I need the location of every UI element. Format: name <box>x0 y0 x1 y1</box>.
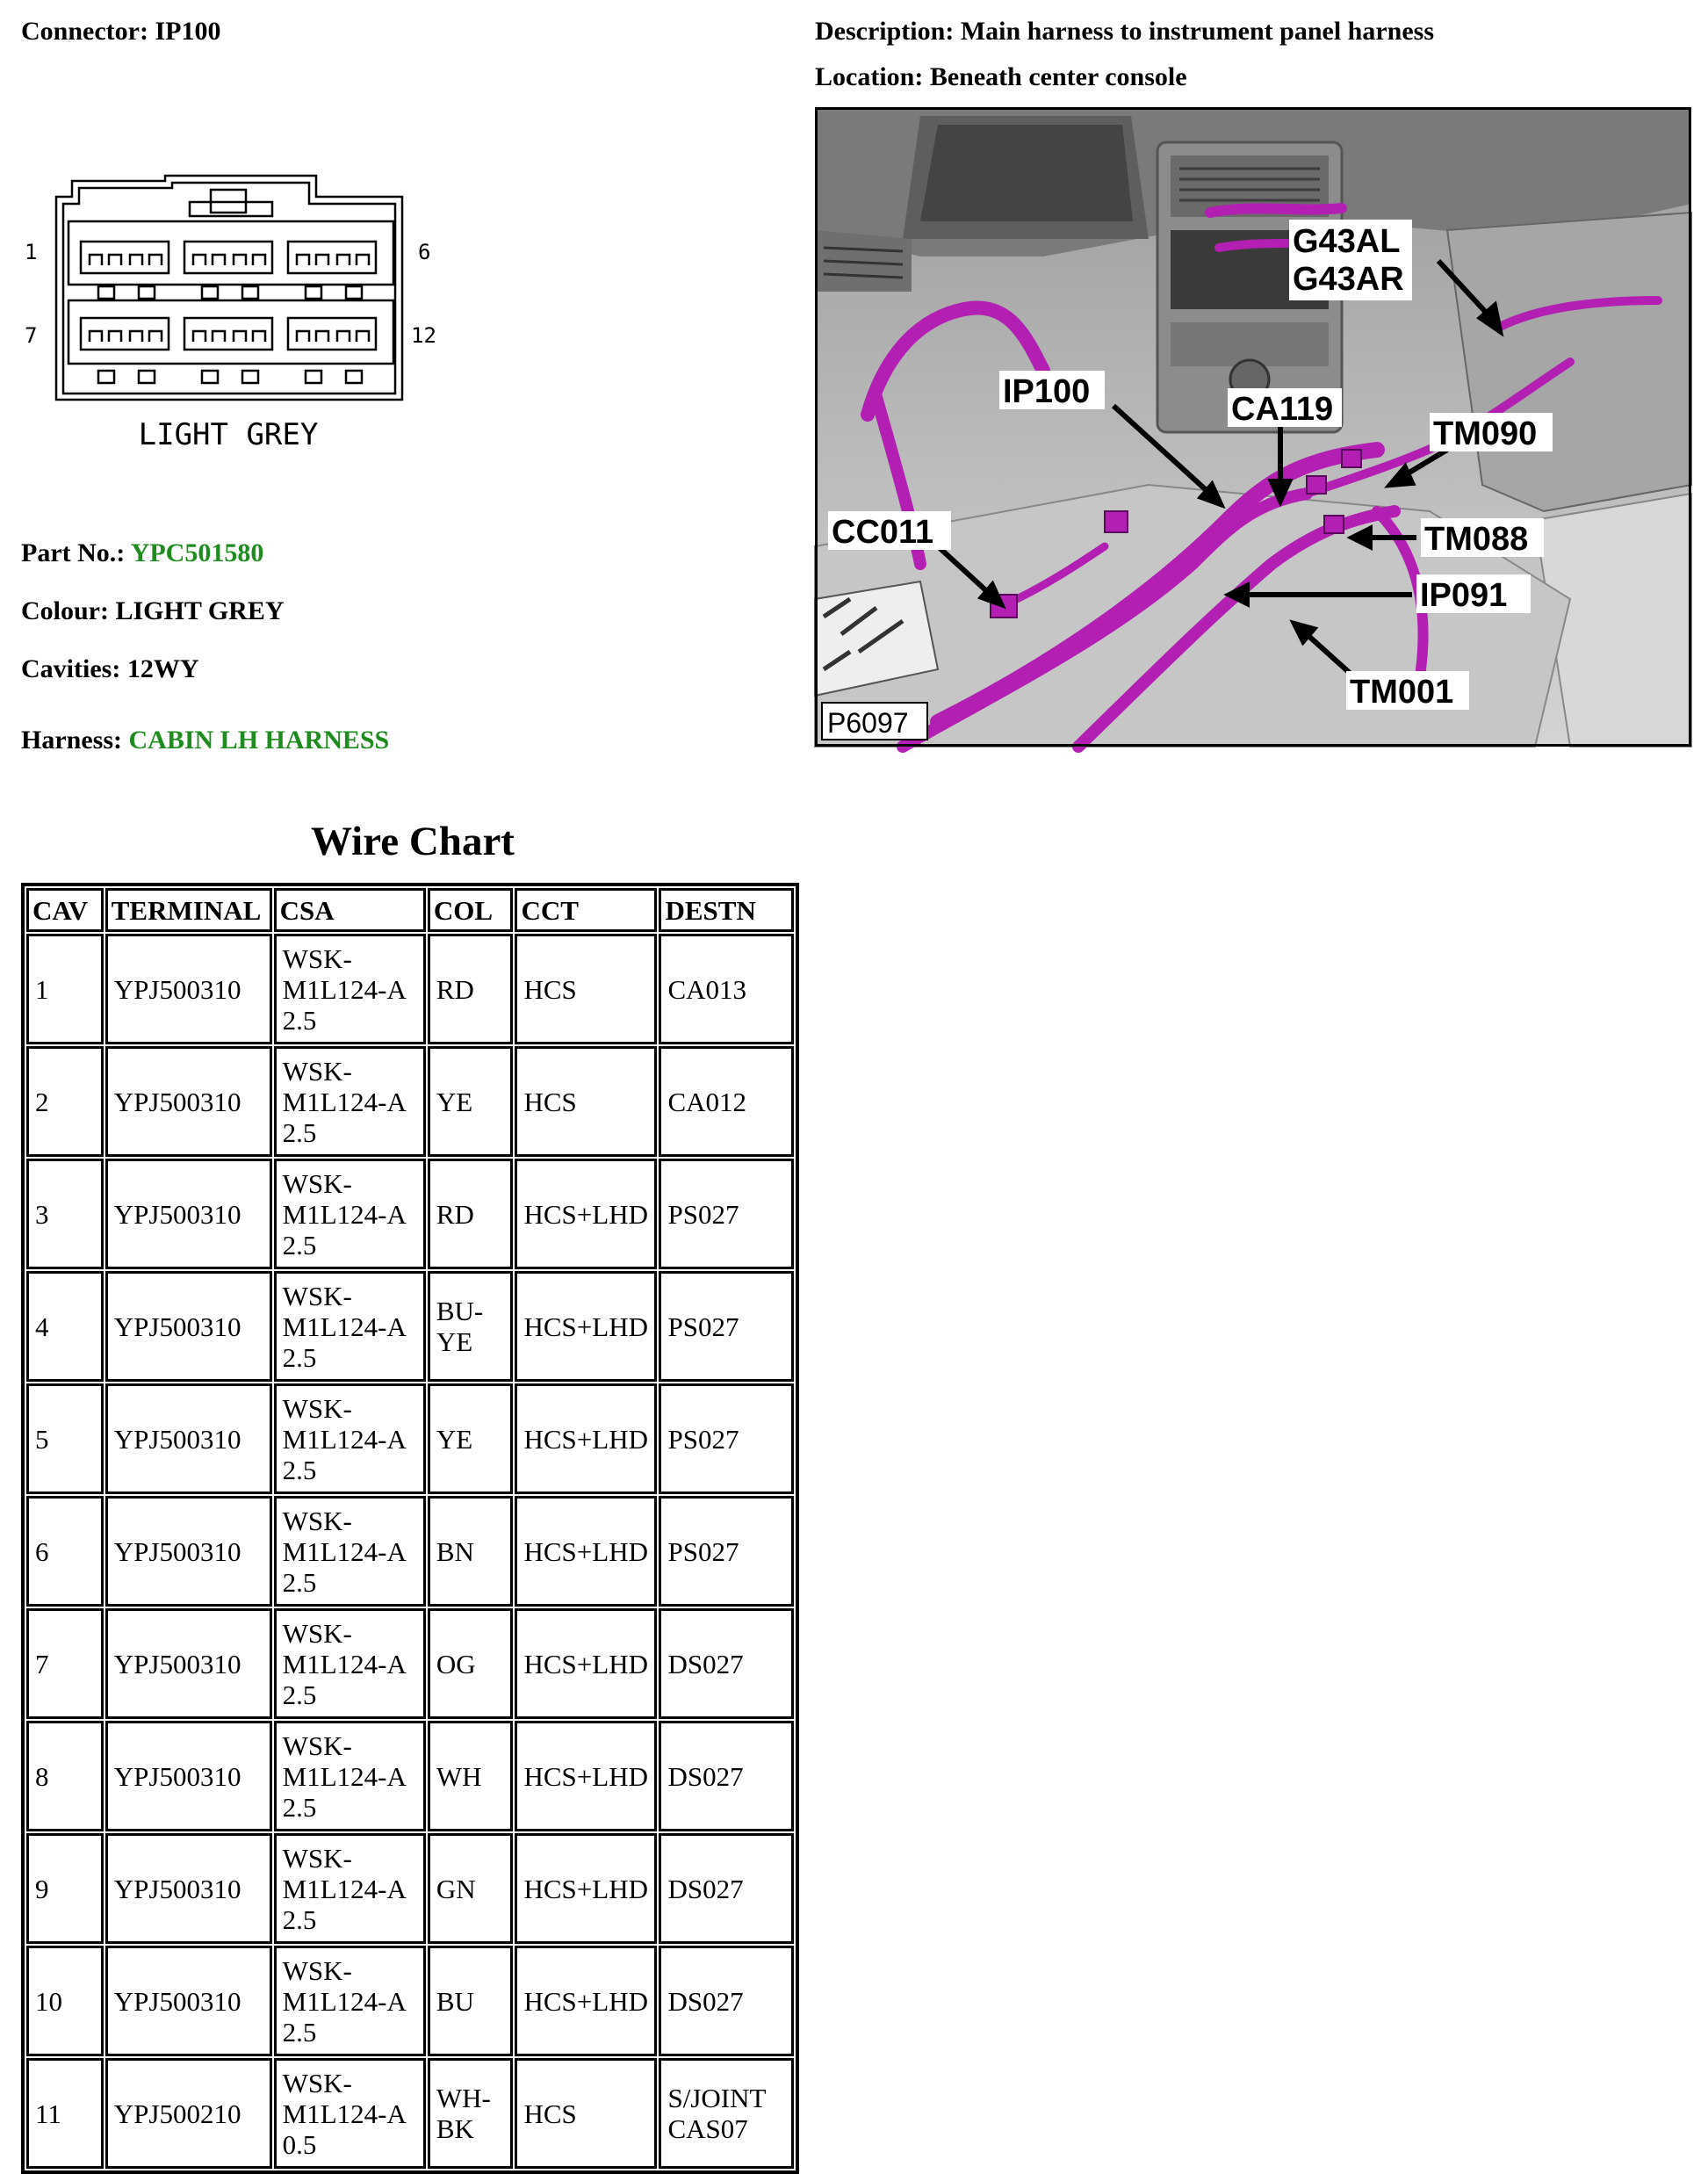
cell-col-text: RD <box>436 1198 474 1230</box>
cell-cav-text: 5 <box>35 1423 49 1455</box>
column-header-terminal: TERMINAL <box>105 888 272 932</box>
cell-terminal-text: YPJ500310 <box>113 1985 241 2017</box>
cell-terminal <box>105 1046 272 1157</box>
cell-csa <box>274 1721 426 1831</box>
cell-terminal <box>105 1721 272 1831</box>
colour-label: Colour: <box>21 596 109 625</box>
cell-cav <box>26 934 104 1044</box>
cell-cav-text: 11 <box>35 2098 61 2129</box>
cell-destn <box>659 1046 794 1157</box>
harness-line <box>21 725 389 756</box>
cell-destn <box>659 1721 794 1831</box>
cell-cct <box>515 1046 657 1157</box>
callout-g43al: G43AL <box>1293 223 1401 260</box>
pin-label-1: 1 <box>25 240 38 264</box>
cell-cct-text: HCS <box>523 2098 577 2129</box>
cell-csa-text: M1L124-A <box>282 1086 407 1117</box>
cell-destn-text: PS027 <box>667 1198 739 1230</box>
cell-terminal <box>105 1833 272 1944</box>
cell-cav-text: 9 <box>35 1873 49 1904</box>
column-header-cav: CAV <box>26 888 104 932</box>
callout-g43ar: G43AR <box>1293 261 1404 298</box>
cell-cav <box>26 1833 104 1944</box>
cell-csa-text: 2.5 <box>282 1454 317 1485</box>
connector-line <box>21 16 220 47</box>
column-header-csa: CSA <box>274 888 426 932</box>
cell-cav-text: 4 <box>35 1311 49 1342</box>
cell-cct-text: HCS+LHD <box>523 1648 648 1679</box>
cell-terminal-text: YPJ500310 <box>113 1311 241 1342</box>
column-header-cct: CCT <box>515 888 657 932</box>
cell-csa-text: WSK- <box>282 1392 352 1424</box>
cell-col <box>428 1383 514 1494</box>
cell-terminal-text: YPJ500310 <box>113 1423 241 1455</box>
cell-cct-text: HCS <box>523 973 577 1005</box>
cell-cav-text: 7 <box>35 1648 49 1679</box>
cell-cav <box>26 1946 104 2056</box>
cell-terminal-text: YPJ500310 <box>113 973 241 1005</box>
cell-terminal-text: YPJ500310 <box>113 1086 241 1117</box>
cell-destn-text: DS027 <box>667 1873 744 1904</box>
cell-cav <box>26 1721 104 1831</box>
cell-cct-text: HCS+LHD <box>523 1311 648 1342</box>
cell-col <box>428 1271 514 1382</box>
cell-csa-text: M1L124-A <box>282 1198 407 1230</box>
description-label: Description: <box>815 17 955 46</box>
cell-cav <box>26 1383 104 1494</box>
connector-value: IP100 <box>155 17 221 46</box>
wire-chart-table <box>21 883 799 2174</box>
cell-terminal <box>105 1383 272 1494</box>
cell-terminal-text: YPJ500310 <box>113 1198 241 1230</box>
location-photo <box>815 107 1691 747</box>
cell-cct <box>515 1271 657 1382</box>
callout-cc011: CC011 <box>832 514 934 551</box>
cell-cav <box>26 1159 104 1269</box>
cell-col-text: GN <box>436 1873 476 1904</box>
pin-windows-top <box>98 286 362 299</box>
wire-chart-title: Wire Chart <box>311 819 515 864</box>
cell-csa-text: 2.5 <box>282 1566 317 1598</box>
cell-csa-text: M1L124-A <box>282 1311 407 1342</box>
cell-terminal <box>105 2058 272 2169</box>
cell-csa-text: WSK- <box>282 1505 352 1536</box>
cell-csa-text: WSK- <box>282 943 352 974</box>
cell-csa <box>274 1496 426 1607</box>
cell-csa-text: WSK- <box>282 1730 352 1761</box>
cell-cav-text: 10 <box>35 1985 62 2017</box>
cell-cct <box>515 1721 657 1831</box>
figure-id: P6097 <box>827 707 909 739</box>
cell-csa-text: WSK- <box>282 1954 352 1986</box>
cell-csa <box>274 1383 426 1494</box>
cell-col <box>428 1046 514 1157</box>
cell-csa <box>274 1833 426 1944</box>
cell-csa-text: M1L124-A <box>282 1648 407 1679</box>
housing-outline <box>56 176 402 400</box>
cell-terminal <box>105 1271 272 1382</box>
cell-destn <box>659 1383 794 1494</box>
pin-label-7: 7 <box>25 323 38 348</box>
table-row <box>26 1608 794 1719</box>
cell-col-text: BK <box>436 2113 474 2144</box>
colour-value: LIGHT GREY <box>115 596 285 625</box>
cell-col <box>428 934 514 1044</box>
cell-cav-text: 3 <box>35 1198 49 1230</box>
cell-cct-text: HCS+LHD <box>523 1760 648 1792</box>
pin-label-6: 6 <box>418 240 431 264</box>
cell-cct <box>515 1833 657 1944</box>
part-no-link[interactable]: YPC501580 <box>130 538 264 567</box>
cell-destn-text: DS027 <box>667 1648 744 1679</box>
part-no-line <box>21 538 263 569</box>
cell-terminal <box>105 1946 272 2056</box>
callout-tm088: TM088 <box>1424 521 1529 558</box>
pin-windows-bottom <box>98 371 362 383</box>
cell-terminal-text: YPJ500310 <box>113 1760 241 1792</box>
cell-destn-text: PS027 <box>667 1311 739 1342</box>
cell-csa-text: 2.5 <box>282 2016 317 2048</box>
cell-cct <box>515 1496 657 1607</box>
cell-col <box>428 1496 514 1607</box>
cell-cct-text: HCS <box>523 1086 577 1117</box>
colour-line <box>21 596 285 627</box>
cell-destn-text: CA012 <box>667 1086 747 1117</box>
callout-ip091: IP091 <box>1420 577 1508 614</box>
cell-col-text: YE <box>436 1326 473 1357</box>
cell-csa-text: 2.5 <box>282 1679 317 1710</box>
cell-terminal <box>105 1159 272 1269</box>
cell-destn-text: DS027 <box>667 1760 744 1792</box>
cell-cav <box>26 2058 104 2169</box>
cell-cav-text: 1 <box>35 973 49 1005</box>
cell-csa-text: M1L124-A <box>282 1873 407 1904</box>
cell-col-text: RD <box>436 973 474 1005</box>
cell-cct <box>515 1159 657 1269</box>
table-row <box>26 2058 794 2169</box>
cell-terminal-text: YPJ500310 <box>113 1873 241 1904</box>
cell-cct-text: HCS+LHD <box>523 1198 648 1230</box>
cell-csa <box>274 1946 426 2056</box>
cell-destn-text: S/JOINT <box>667 2083 767 2113</box>
cell-csa-text: 0.5 <box>282 2128 317 2160</box>
cell-csa-text: M1L124-A <box>282 2098 407 2129</box>
cell-cav-text: 6 <box>35 1535 49 1567</box>
cell-col <box>428 1159 514 1269</box>
cell-cct-text: HCS+LHD <box>523 1423 648 1455</box>
cell-col-text: YE <box>436 1423 473 1455</box>
table-row <box>26 1721 794 1831</box>
cell-destn-text: CAS07 <box>667 2113 748 2144</box>
callout-ca119: CA119 <box>1231 391 1334 428</box>
location-line <box>815 61 1187 93</box>
cell-destn <box>659 1833 794 1944</box>
table-row <box>26 1383 794 1494</box>
table-row <box>26 1046 794 1157</box>
cell-col-text: WH- <box>436 2083 491 2113</box>
cell-col-text: BN <box>436 1535 474 1567</box>
cell-cct <box>515 1383 657 1494</box>
cell-csa-text: M1L124-A <box>282 973 407 1005</box>
terminal-row-bottom <box>81 318 376 350</box>
callout-tm001: TM001 <box>1350 674 1454 711</box>
cell-cav-text: 2 <box>35 1086 49 1117</box>
callout-tm090: TM090 <box>1433 415 1538 452</box>
cell-terminal-text: YPJ500310 <box>113 1648 241 1679</box>
cell-csa-text: WSK- <box>282 1167 352 1199</box>
column-header-destn: DESTN <box>659 888 794 932</box>
cell-csa-text: 2.5 <box>282 1791 317 1823</box>
cell-csa <box>274 934 426 1044</box>
cell-csa-text: WSK- <box>282 1842 352 1874</box>
cell-cct <box>515 1608 657 1719</box>
harness-link[interactable]: CABIN LH HARNESS <box>128 726 390 755</box>
cell-destn <box>659 1159 794 1269</box>
cell-destn <box>659 1496 794 1607</box>
cell-cct <box>515 934 657 1044</box>
connector-label: Connector: <box>21 17 148 46</box>
cell-col <box>428 2058 514 2169</box>
column-header-col: COL <box>428 888 514 932</box>
table-row <box>26 1271 794 1382</box>
table-row <box>26 1946 794 2056</box>
cell-terminal <box>105 1608 272 1719</box>
cell-destn <box>659 934 794 1044</box>
cell-csa-text: 2.5 <box>282 1903 317 1935</box>
cell-csa-text: M1L124-A <box>282 1760 407 1792</box>
cell-cct <box>515 1946 657 2056</box>
harness-label: Harness: <box>21 726 122 755</box>
cell-destn <box>659 1608 794 1719</box>
cell-destn-text: PS027 <box>667 1423 739 1455</box>
cell-destn-text: CA013 <box>667 973 747 1005</box>
cell-col-text: OG <box>436 1648 476 1679</box>
cell-csa <box>274 1271 426 1382</box>
latch-inner <box>190 202 272 216</box>
cell-col <box>428 1946 514 2056</box>
cell-cav <box>26 1271 104 1382</box>
cell-csa-text: WSK- <box>282 1280 352 1311</box>
cell-destn <box>659 1946 794 2056</box>
cell-cav <box>26 1608 104 1719</box>
connector-color-caption: LIGHT GREY <box>138 417 319 452</box>
cell-destn <box>659 2058 794 2169</box>
terminal-row-top <box>81 242 376 273</box>
cell-csa <box>274 2058 426 2169</box>
cell-cct-text: HCS+LHD <box>523 1873 648 1904</box>
cell-csa <box>274 1159 426 1269</box>
description-line <box>815 16 1434 47</box>
pin-label-12: 12 <box>411 323 436 348</box>
cell-csa-text: WSK- <box>282 1055 352 1087</box>
part-no-label: Part No.: <box>21 538 126 567</box>
cell-csa-text: 2.5 <box>282 1116 317 1148</box>
cell-destn-text: PS027 <box>667 1535 739 1567</box>
description-value: Main harness to instrument panel harness <box>960 17 1435 46</box>
cell-cav <box>26 1496 104 1607</box>
cell-cct-text: HCS+LHD <box>523 1985 648 2017</box>
cell-terminal <box>105 934 272 1044</box>
cavities-label: Cavities: <box>21 654 121 683</box>
cell-col-text: YE <box>436 1086 473 1117</box>
cell-cct-text: HCS+LHD <box>523 1535 648 1567</box>
cell-terminal <box>105 1496 272 1607</box>
table-row <box>26 1496 794 1607</box>
cell-csa-text: 2.5 <box>282 1229 317 1260</box>
cell-cav-text: 8 <box>35 1760 49 1792</box>
cell-csa-text: WSK- <box>282 2067 352 2098</box>
cell-csa-text: 2.5 <box>282 1004 317 1036</box>
cell-csa-text: WSK- <box>282 1617 352 1649</box>
cell-csa-text: M1L124-A <box>282 1423 407 1455</box>
table-row <box>26 934 794 1044</box>
cavities-value: 12WY <box>126 654 199 683</box>
cell-csa <box>274 1608 426 1719</box>
cell-cav <box>26 1046 104 1157</box>
cell-destn-text: DS027 <box>667 1985 744 2017</box>
cell-csa <box>274 1046 426 1157</box>
location-value: Beneath center console <box>929 62 1187 91</box>
table-row <box>26 1159 794 1269</box>
cell-terminal-text: YPJ500310 <box>113 1535 241 1567</box>
location-label: Location: <box>815 62 924 91</box>
table-row <box>26 1833 794 1944</box>
cell-col-text: BU- <box>436 1296 484 1326</box>
cell-csa-text: M1L124-A <box>282 1535 407 1567</box>
connector-face-diagram <box>18 167 436 466</box>
cell-csa-text: M1L124-A <box>282 1985 407 2017</box>
cell-col <box>428 1833 514 1944</box>
cell-terminal-text: YPJ500210 <box>113 2098 241 2129</box>
callout-ip100: IP100 <box>1003 373 1091 410</box>
cavities-line <box>21 654 198 685</box>
wire-chart-body <box>26 934 794 2169</box>
cell-cct <box>515 2058 657 2169</box>
cell-col-text: WH <box>436 1760 482 1792</box>
table-header-row <box>26 888 794 932</box>
cell-csa-text: 2.5 <box>282 1341 317 1373</box>
cell-col <box>428 1721 514 1831</box>
cell-col <box>428 1608 514 1719</box>
cell-destn <box>659 1271 794 1382</box>
cell-col-text: BU <box>436 1985 474 2017</box>
